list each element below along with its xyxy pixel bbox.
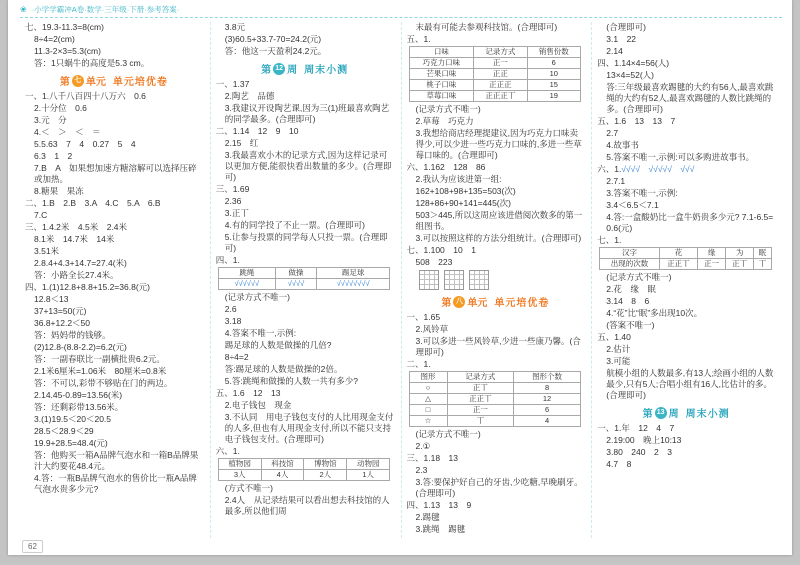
table-cell: 汉字 (600, 248, 659, 259)
answer-line: 4.＜ ＞ ＜ ＝ (34, 127, 101, 137)
answer-line: 3.不认同 用电子钱包支付的人比用现金支付的人多,但也有人用现金支付,所以不能只支持电子钱包支付。(合理即可) (224, 412, 394, 444)
answer-line: 3.8元 (224, 22, 246, 32)
section-number-badge: 12 (273, 63, 285, 75)
table-cell: □ (409, 405, 447, 416)
section-number-badge: 八 (453, 296, 465, 308)
answer-line: 2.7.1 (606, 176, 626, 186)
checkmarks: √√√ (680, 164, 695, 174)
answer-line: 三、1.69 (215, 184, 250, 194)
columns (20, 22, 782, 538)
answer-line: 五、1. (406, 34, 431, 44)
answer-line: 2.14.45-0.89=13.56(米) (34, 390, 123, 400)
table-cell: 芒果口味 (409, 69, 474, 80)
answer-line: 2.花 缘 眠 (606, 284, 656, 294)
answer-line: 4.答案不唯一,示例: (224, 328, 297, 338)
answer-line: 3.正丅 (224, 208, 249, 218)
answer-line: 2.6 (224, 304, 237, 314)
answer-line: 8÷4=2(cm) (34, 34, 75, 44)
answer-line: 答：还剩彩带13.56米。 (34, 402, 124, 412)
section-prefix: 第 (642, 409, 653, 420)
answer-line: 2.4人 从记录结果可以看出想去科技馆的人最多,所以他们周 (224, 495, 390, 516)
page-header (20, 5, 782, 18)
checkmarks: √√√√√√√√ (336, 279, 370, 288)
table-cell: 正一 (447, 405, 514, 416)
answer-line: 4.故事书 (606, 140, 639, 150)
answer-line: 答:踢足球的人数是做操的2倍。 (224, 364, 343, 374)
table-cell: 6 (514, 405, 581, 416)
table-cell: 巧克力口味 (409, 58, 474, 69)
answer-line: 8÷4=2 (224, 352, 249, 362)
answer-line: 3.80 240 2 3 (606, 447, 672, 457)
answer-line: 3.可以按照这样的方法分组统计。(合理即可) (415, 233, 582, 243)
section-number-badge: 七 (72, 75, 84, 87)
answer-line: 七、1. (597, 235, 622, 245)
answer-column-1 (20, 22, 210, 538)
table-cell: 正一 (698, 259, 726, 270)
answer-line: 37+13=50(元) (34, 306, 87, 316)
table-cell: 8 (514, 383, 581, 394)
table-cell: 花 (659, 248, 697, 259)
section-title: 周末小测 (304, 65, 349, 76)
section-header (407, 294, 585, 309)
answer-line: 3.可以多进一些风铃草,少进一些康乃馨。(合理即可) (415, 336, 581, 357)
table-cell: 为 (726, 248, 754, 259)
table-cell: 4人 (261, 470, 304, 481)
section-title: 单元培优卷 (494, 298, 550, 309)
answer-table (218, 267, 390, 290)
answer-line: 5.答:跳绳和做操的人数一共有多少? (224, 376, 358, 386)
answer-line: 19.9+28.5=48.4(元) (34, 438, 108, 448)
answer-page (8, 0, 792, 555)
answer-line: 二、1.B 2.B 3.A 4.C 5.A 6.B (25, 198, 161, 208)
section-header (597, 405, 775, 420)
answer-line: 5.让参与投票的同学每人只投一票。(合理即可) (224, 232, 388, 253)
answer-line: 7.C (34, 210, 48, 220)
answer-line: 8.糖果 果冻 (34, 186, 84, 196)
table-cell: 博物馆 (304, 459, 347, 470)
answer-line: 2.陶艺 品德 (224, 91, 275, 101)
answer-line: 3.18 (224, 316, 242, 326)
answer-line: 4.7 8 (606, 459, 632, 469)
answer-line: 6.3 1 2 (34, 151, 73, 161)
answer-line: 4.“花”比“眠”多出现10次。 (606, 308, 703, 318)
answer-line: (合理即可) (606, 22, 646, 32)
table-cell: 丅 (447, 416, 514, 427)
answer-line: 答：1只蜗牛的高度是5.3 cm。 (34, 58, 150, 68)
table-cell: 植物园 (218, 459, 261, 470)
table-cell: 图形个数 (514, 372, 581, 383)
answer-line: 508 223 (415, 257, 453, 267)
answer-line: (记录方式不唯一) (415, 429, 481, 439)
table-cell: 12 (514, 394, 581, 405)
answer-line: 2.电子钱包 现金 (224, 400, 292, 410)
answer-line: 一、1.年 12 4 7 (597, 423, 675, 433)
answer-table (409, 371, 581, 427)
answer-line: 答：不可以,彩带不够贴在门的两边。 (34, 378, 173, 388)
answer-line: 3.(1)19.5＜20＜20.5 (34, 414, 112, 424)
answer-line: 2.我认为应该进第一组: (415, 174, 502, 184)
section-prefix: 第 (441, 298, 452, 309)
answer-line: 3.我建议开设陶艺课,因为三(1)班最喜欢陶艺的同学最多。(合理即可) (224, 103, 390, 124)
answer-line: 3.我最喜欢小木的记录方式,因为这样记录可以更加方便,能很快看出数量的多少。(合理即可) (224, 150, 392, 182)
answer-line: 2.十分位 0.6 (34, 103, 87, 113)
checkmarks: √√√√ (287, 279, 305, 288)
table-cell: 3人 (218, 470, 261, 481)
answer-line: 一、1.65 (406, 312, 441, 322)
answer-line: (答案不唯一) (606, 320, 655, 330)
answer-line: 2.36 (224, 196, 242, 206)
section-prefix: 第 (261, 65, 272, 76)
table-cell (275, 279, 316, 290)
table-cell: 出现的次数 (600, 259, 659, 270)
answer-table (409, 46, 581, 102)
answer-line: 5.5.63 7 4 0.27 5 4 (34, 139, 136, 149)
table-cell: 正正正 (474, 80, 527, 91)
place-value-blocks (419, 270, 585, 290)
answer-line: 3.14 8 6 (606, 296, 650, 306)
answer-line: 六、1.162 128 86 (406, 162, 486, 172)
section-number-badge: 13 (655, 407, 667, 419)
answer-line: 5.答案不唯一,示例:可以多购进故事书。 (606, 152, 755, 162)
answer-line: 七、1.100 10 1 (406, 245, 476, 255)
table-cell: 丅 (754, 259, 772, 270)
table-cell: 6 (527, 58, 580, 69)
page-number (22, 540, 43, 553)
answer-line: 162+108+98+135=503(次) (415, 186, 516, 196)
answer-line: 3.我想给商店经理提建议,因为巧克力口味卖得少,可以少进一些巧克力口味的,多进一些草莓口味的。(合理即可) (415, 128, 582, 160)
answer-line: 2.踢毽 (415, 512, 440, 522)
answer-line: 答:三年级最喜欢踢毽的大约有56人,最喜欢跳绳的大约有52人,最喜欢踢毽的人数比跳绳的多。(合理即可) (606, 82, 774, 114)
answer-line: 答：他购买一箱A品牌气泡水和一箱B品牌果汁大约要花48.4元。 (34, 450, 199, 471)
section-unit-label: 单元 (467, 298, 488, 309)
answer-line: 2.风铃草 (415, 324, 449, 334)
answer-line: 答：小路全长27.4米。 (34, 270, 119, 280)
answer-line: 六、1. (215, 446, 240, 456)
answer-column-3 (401, 22, 592, 538)
table-cell: 正一 (474, 58, 527, 69)
place-value-block (419, 270, 439, 290)
section-prefix: 第 (59, 77, 70, 88)
table-cell: 记录方式 (474, 47, 527, 58)
answer-line: 3.可能 (606, 356, 631, 366)
table-cell: 1人 (347, 470, 390, 481)
answer-line: 2.① (415, 441, 431, 451)
table-cell (218, 279, 275, 290)
table-cell: 做操 (275, 268, 316, 279)
answer-line: 2.7 (606, 128, 619, 138)
answer-line: 3.4＜6.5＜7.1 (606, 200, 659, 210)
answer-line: (3)60.5+33.7-70=24.2(元) (224, 34, 322, 44)
answer-line: (2)12.8-(8.8-2.2)=6.2(元) (34, 342, 127, 352)
answer-line: 2.15 红 (224, 138, 259, 148)
answer-line: 3.跳绳 踢毽 (415, 524, 466, 534)
table-cell: 10 (527, 69, 580, 80)
checkmarks: √√√√√ (648, 164, 672, 174)
answer-line: 七、19.3-11.3=8(cm) (25, 22, 104, 32)
section-unit-label: 周 (287, 65, 298, 76)
table-cell: 跳绳 (218, 268, 275, 279)
table-cell: 缘 (698, 248, 726, 259)
table-cell: 口味 (409, 47, 474, 58)
answer-line: 2.草莓 巧克力 (415, 116, 474, 126)
answer-line: 28.5＜28.9＜29 (34, 426, 94, 436)
answer-line: 踢足球的人数是做操的几倍? (224, 340, 332, 350)
section-header (25, 73, 203, 88)
answer-line: (记录方式不唯一) (606, 272, 672, 282)
answer-line: 3.元 分 (34, 115, 67, 125)
checkmarks: √√√√ (621, 164, 641, 174)
answer-line: 503＞445,所以这周应该进借阅次数多的第一组图书。 (415, 210, 583, 231)
table-cell: 草莓口味 (409, 91, 474, 102)
table-cell: ☆ (409, 416, 447, 427)
answer-line: 11.3-2×3=5.3(cm) (34, 46, 101, 56)
answer-line: 五、1.6 13 13 7 (597, 116, 676, 126)
answer-line: 3.答案不唯一,示例: (606, 188, 678, 198)
table-cell: 正丅 (726, 259, 754, 270)
answer-line: 2.3 (415, 465, 428, 475)
table-cell: 正正丅 (447, 394, 514, 405)
answer-line: 3.51米 (34, 246, 60, 256)
answer-line: 四、1.13 13 9 (406, 500, 472, 510)
answer-column-2 (210, 22, 401, 538)
answer-line: 2.8.4+4.3+14.7=27.4(米) (34, 258, 127, 268)
answer-line: 答：妈妈带的钱够。 (34, 330, 111, 340)
answer-line: 五、1.6 12 13 (215, 388, 281, 398)
answer-line: (方式不唯一) (224, 483, 273, 493)
checkmarks: √√√√√√ (234, 279, 260, 288)
answer-line: 答：他这一天盈利24.2元。 (224, 46, 327, 56)
answer-line: 一、1.八千八百四十八万六 0.6 (25, 91, 146, 101)
answer-line: 2.估计 (606, 344, 631, 354)
answer-line: 3.1 22 (606, 34, 637, 44)
table-cell: △ (409, 394, 447, 405)
answer-line: 4.答:一盒酸奶比一盒牛奶贵多少元? 7.1-6.5=0.6(元) (606, 212, 774, 233)
table-cell: 眠 (754, 248, 772, 259)
answer-line: 8.1米 14.7米 14米 (34, 234, 115, 244)
table-cell: 15 (527, 80, 580, 91)
answer-line: 三、1.4.2米 4.5米 2.4米 (25, 222, 128, 232)
table-cell: ○ (409, 383, 447, 394)
answer-line: 三、1.18 13 (406, 453, 458, 463)
answer-column-4 (591, 22, 782, 538)
answer-line: 2.19:00 晚上10:13 (606, 435, 682, 445)
table-cell: 正丅 (447, 383, 514, 394)
answer-line: 2.1米6厘米=1.06米 80厘米=0.8米 (34, 366, 167, 376)
answer-line: (记录方式不唯一) (224, 292, 290, 302)
answer-line: 答：一副春联比一副横批贵6.2元。 (34, 354, 165, 364)
table-cell: 动物园 (347, 459, 390, 470)
section-header (216, 61, 394, 76)
answer-line: 四、1.14×4=56(人) (597, 58, 670, 68)
answer-line: 12.8＜13 (34, 294, 69, 304)
answer-line: 二、1. (406, 359, 431, 369)
answer-line: 二、1.14 12 9 10 (215, 126, 299, 136)
place-value-block (469, 270, 489, 290)
page-number-value: 62 (28, 542, 37, 551)
section-unit-label: 单元 (85, 77, 106, 88)
section-title: 单元培优卷 (112, 77, 168, 88)
answer-line: 末最有可能去参观科技馆。(合理即可) (415, 22, 558, 32)
answer-line: 36.8+12.2＜50 (34, 318, 91, 328)
table-cell: 正正正丅 (474, 91, 527, 102)
table-cell: 记录方式 (447, 372, 514, 383)
section-title: 周末小测 (685, 409, 730, 420)
table-cell: 销售份数 (527, 47, 580, 58)
answer-line: 128+86+90+141=445(次) (415, 198, 511, 208)
answer-line: 航模小组的人数最多,有13人;绘画小组的人数最少,只有5人;合唱小组有16人,比估计的多。(合理即可) (606, 368, 774, 400)
answer-line: 4.答：一瓶B品牌气泡水的售价比一瓶A品牌气泡水贵多少元? (34, 473, 197, 494)
answer-line: 3.答:要保护好自己的牙齿,少吃糖,早晚刷牙。(合理即可) (415, 477, 583, 498)
header-flower-icon: ❀ (20, 5, 27, 14)
table-cell: 正正丅 (659, 259, 697, 270)
table-cell: 正正 (474, 69, 527, 80)
answer-line: 一、1.37 (215, 79, 250, 89)
header-title: ·小学学霸冲A卷·数学·三年级·下册·参考答案· (31, 5, 180, 14)
answer-table (218, 458, 390, 481)
answer-line: 4.有的同学投了不止一票。(合理即可) (224, 220, 366, 230)
answer-line: (记录方式不唯一) (415, 104, 481, 114)
answer-line: 2.14 (606, 46, 623, 56)
section-unit-label: 周 (668, 409, 679, 420)
table-cell: 4 (514, 416, 581, 427)
answer-table (599, 247, 771, 270)
answer-line: 四、1.(1)12.8+8.8+15.2=36.8(元) (25, 282, 150, 292)
answer-line: 六、1.√√√√ √√√√√ √√√ (597, 164, 695, 174)
table-cell: 图形 (409, 372, 447, 383)
table-cell: 桃子口味 (409, 80, 474, 91)
table-cell: 踢足球 (317, 268, 390, 279)
table-cell (317, 279, 390, 290)
table-cell: 科技馆 (261, 459, 304, 470)
answer-line: 7.B A 如果想加速方糖溶解可以选择压碎或加热。 (34, 163, 197, 184)
place-value-block (444, 270, 464, 290)
answer-line: 四、1. (215, 255, 240, 265)
table-cell: 19 (527, 91, 580, 102)
table-cell: 2人 (304, 470, 347, 481)
answer-line: 13×4=52(人) (606, 70, 654, 80)
answer-line: 五、1.40 (597, 332, 631, 342)
